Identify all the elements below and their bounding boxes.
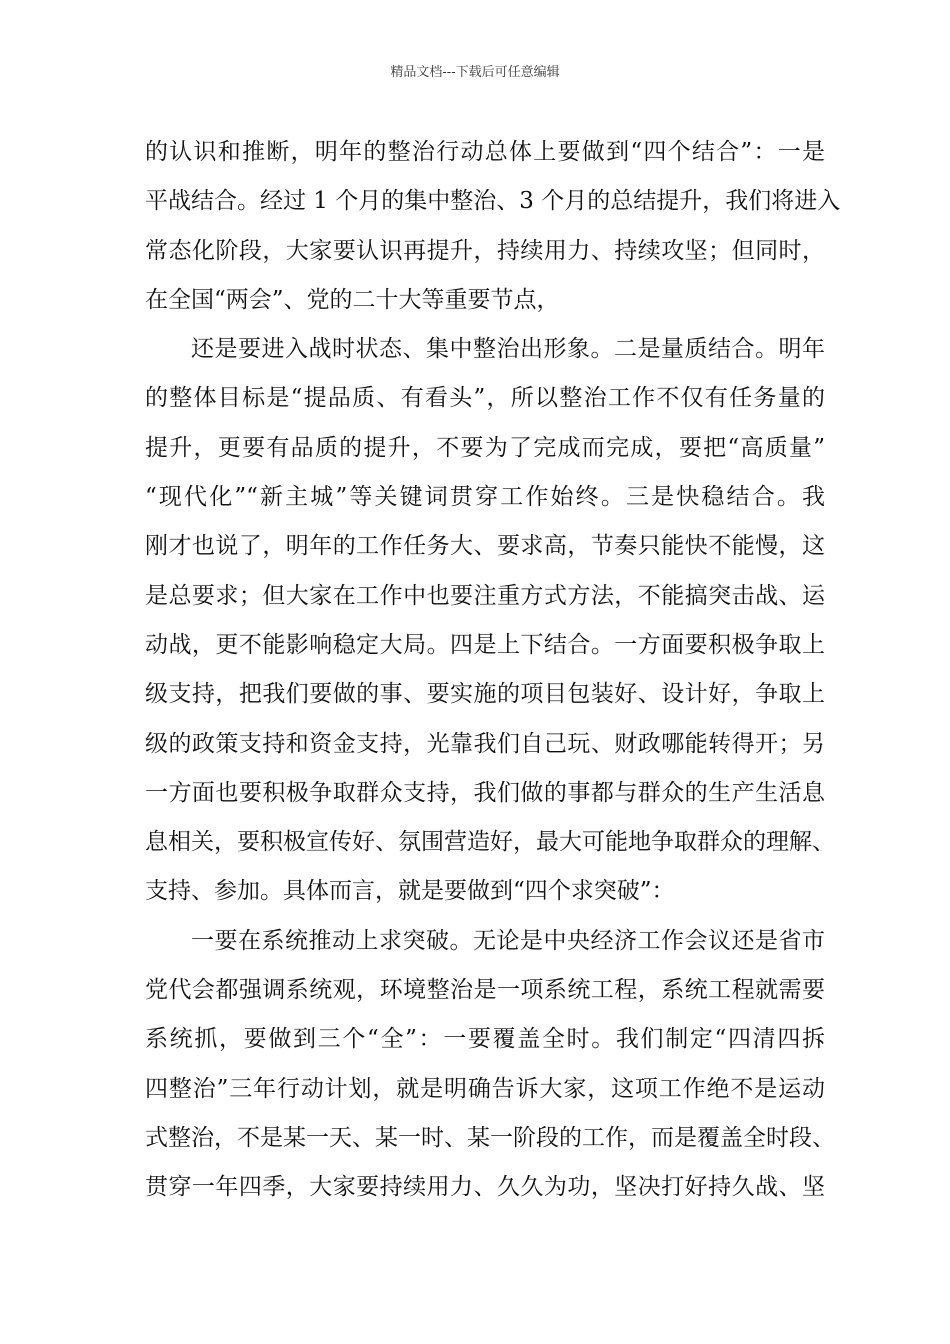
text-line: 党代会都强调系统观，环境整治是一项系统工程，系统工程就需要 bbox=[145, 977, 825, 1004]
text-line: 一方面也要积极争取群众支持，我们做的事都与群众的生产生活息 bbox=[145, 779, 825, 806]
text-line: 的认识和推断，明年的整治行动总体上要做到“四个结合”：一是 bbox=[145, 139, 825, 165]
text-line: 是总要求；但大家在工作中也要注重方式方法，不能搞突击战、运 bbox=[145, 582, 825, 609]
text-line: 平战结合。经过 1 个月的集中整治、3 个月的总结提升，我们将进入 bbox=[145, 188, 841, 215]
text-line: “现代化”“新主城”等关键词贯穿工作始终。三是快稳结合。我 bbox=[145, 484, 825, 511]
text-line: 一要在系统推动上求突破。无论是中央经济工作会议还是省市 bbox=[191, 927, 825, 954]
page-header: 精品文档---下载后可任意编辑 bbox=[390, 65, 560, 80]
text-line: 常态化阶段，大家要认识再提升，持续用力、持续攻坚；但同时， bbox=[145, 237, 825, 264]
text-line: 级支持，把我们要做的事、要实施的项目包装好、设计好，争取上 bbox=[145, 681, 825, 708]
text-line: 式整治，不是某一天、某一时、某一阶段的工作，而是覆盖全时段、 bbox=[145, 1124, 835, 1151]
text-line: 息相关，要积极宣传好、氛围营造好，最大可能地争取群众的理解、 bbox=[145, 829, 835, 856]
text-line: 贯穿一年四季，大家要持续用力、久久为功，坚决打好持久战、坚 bbox=[145, 1174, 825, 1201]
text-line: 在全国“两会”、党的二十大等重要节点， bbox=[145, 286, 560, 313]
body-text bbox=[145, 128, 841, 1213]
text-line: 支持、参加。具体而言，就是要做到“四个求突破”： bbox=[145, 878, 675, 905]
text-line: 动战，更不能影响稳定大局。四是上下结合。一方面要积极争取上 bbox=[145, 631, 825, 658]
text-line: 还是要进入战时状态、集中整治出形象。二是量质结合。明年 bbox=[191, 336, 825, 363]
text-line: 的整体目标是“提品质、有看头”，所以整治工作不仅有任务量的 bbox=[145, 385, 825, 412]
text-line: 级的政策支持和资金支持，光靠我们自己玩、财政哪能转得开；另 bbox=[145, 730, 825, 757]
text-line: 系统抓，要做到三个“全”：一要覆盖全时。我们制定“四清四拆 bbox=[145, 1026, 825, 1053]
text-line: 四整治”三年行动计划，就是明确告诉大家，这项工作绝不是运动 bbox=[145, 1075, 825, 1102]
text-line: 刚才也说了，明年的工作任务大、要求高，节奏只能快不能慢，这 bbox=[145, 533, 825, 560]
text-line: 提升，更要有品质的提升，不要为了完成而完成，要把“高质量” bbox=[145, 434, 825, 461]
